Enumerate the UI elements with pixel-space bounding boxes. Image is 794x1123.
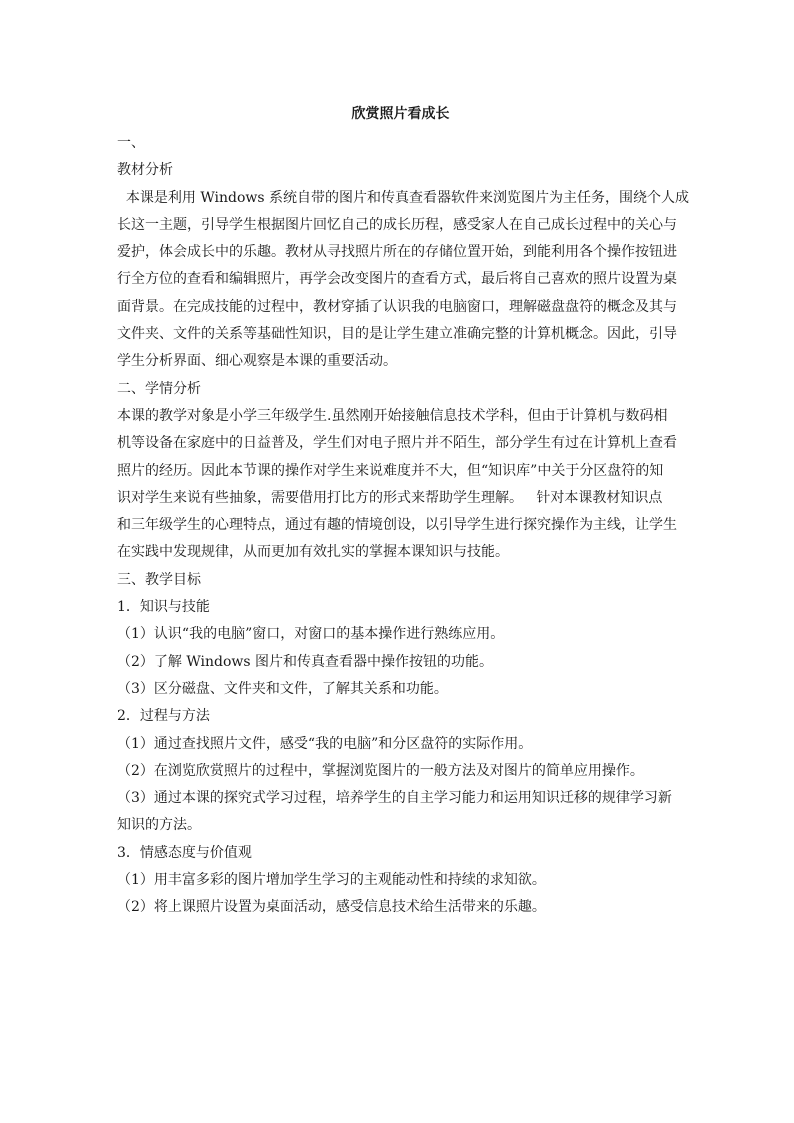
document-title: 欣赏照片看成长 xyxy=(351,106,450,122)
text-line: 3．情感态度与价值观 xyxy=(117,844,252,861)
text-line: （2）了解 Windows 图片和传真查看器中操作按钮的功能。 xyxy=(117,653,494,670)
text-line: 和三年级学生的心理特点，通过有趣的情境创设，以引导学生进行探究操作为主线，让学生 xyxy=(117,517,677,534)
text-line: 在实践中发现规律，从而更加有效扎实的掌握本课知识与技能。 xyxy=(117,544,509,561)
text-line: （2）将上课照片设置为桌面活动，感受信息技术给生活带来的乐趣。 xyxy=(117,899,546,916)
text-line: 爱护，体会成长中的乐趣。教材从寻找照片所在的存储位置开始，到能利用各个操作按钮进 xyxy=(117,244,677,261)
text-line: （3）区分磁盘、文件夹和文件，了解其关系和功能。 xyxy=(117,680,448,697)
text-line: 2．过程与方法 xyxy=(117,708,210,725)
text-line: 三、教学目标 xyxy=(117,571,201,588)
text-line: 知识的方法。 xyxy=(117,817,201,834)
text-line: （1）用丰富多彩的图片增加学生学习的主观能动性和持续的求知欲。 xyxy=(117,872,546,889)
text-line: 1．知识与技能 xyxy=(117,599,210,616)
text-line: 教材分析 xyxy=(117,162,173,179)
text-line: （2）在浏览欣赏照片的过程中，掌握浏览图片的一般方法及对图片的简单应用操作。 xyxy=(117,762,644,779)
text-line: （1）通过查找照片文件，感受“我的电脑”和分区盘符的实际作用。 xyxy=(117,735,533,752)
text-line: 照片的经历。因此本节课的操作对学生来说难度并不大，但“知识库”中关于分区盘符的知 xyxy=(117,462,664,479)
document-page xyxy=(117,104,689,922)
text-line: 本课的教学对象是小学三年级学生.虽然刚开始接触信息技术学科，但由于计算机与数码相 xyxy=(117,407,668,424)
text-line: 识对学生来说有些抽象，需要借用打比方的形式来帮助学生理解。 针对本课教材知识点 xyxy=(117,489,663,506)
text-line: 二、学情分析 xyxy=(117,380,201,397)
text-line: 学生分析界面、细心观察是本课的重要活动。 xyxy=(117,353,397,370)
text-line: 机等设备在家庭中的日益普及，学生们对电子照片并不陌生，部分学生有过在计算机上查看 xyxy=(117,435,677,452)
text-line: 本课是利用 Windows 系统自带的图片和传真查看器软件来浏览图片为主任务，围绕个人成 xyxy=(117,189,689,206)
text-line: （3）通过本课的探究式学习过程，培养学生的自主学习能力和运用知识迁移的规律学习新 xyxy=(117,790,672,807)
text-line: 一、 xyxy=(117,135,145,151)
text-line: （1）认识“我的电脑”窗口，对窗口的基本操作进行熟练应用。 xyxy=(117,626,505,643)
text-line: 文件夹、文件的关系等基础性知识，目的是让学生建立准确完整的计算机概念。因此，引导 xyxy=(117,326,677,343)
document-body xyxy=(117,130,689,922)
text-line: 长这一主题，引导学生根据图片回忆自己的成长历程，感受家人在自己成长过程中的关心与 xyxy=(117,216,677,233)
text-line: 面背景。在完成技能的过程中，教材穿插了认识我的电脑窗口，理解磁盘盘符的概念及其与 xyxy=(117,298,677,315)
text-line: 行全方位的查看和编辑照片，再学会改变图片的查看方式，最后将自己喜欢的照片设置为桌 xyxy=(117,271,677,288)
